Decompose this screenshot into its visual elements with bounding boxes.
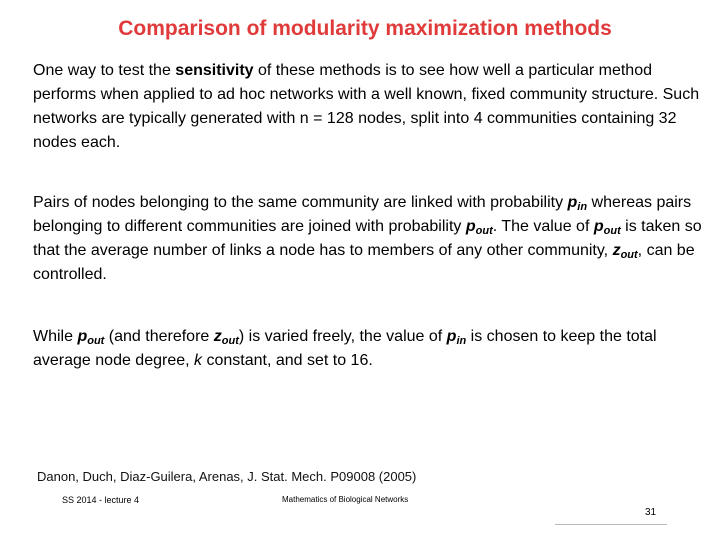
p2-text-e: , can be controlled. (33, 242, 695, 283)
p3-text-d: is chosen to keep the total average node degree, (33, 328, 657, 369)
p3-p-out-symbol: $p_{out}$ (77, 328, 105, 347)
p2-p-out-symbol-2: $p_{out}$ (593, 218, 621, 237)
p3-p-in-symbol: $p_{in}$ (446, 328, 467, 347)
p1-bold-sensitivity: sensitivity (175, 62, 254, 79)
slide-title: Comparison of modularity maximization methods (118, 17, 612, 40)
p2-z-out-symbol: $z_{out}$ (612, 242, 638, 261)
reference-citation: Danon, Duch, Diaz-Guilera, Arenas, J. Stat. Mech. P09008 (2005) (37, 469, 417, 484)
p2-text-b: whereas pairs belonging to different communities are joined with probability (33, 194, 692, 235)
p2-text-d: is taken so that the average number of links a node has to members of any other community, (33, 218, 702, 259)
page-number: 31 (645, 507, 657, 518)
paragraph-degree (33, 325, 703, 373)
p3-text-c: ) is varied freely, the value of (238, 328, 447, 345)
p3-z-out-symbol: $z_{out}$ (213, 328, 239, 347)
p3-text-a: While (33, 328, 78, 345)
footer-course-title: Mathematics of Biological Networks (282, 495, 409, 504)
p3-text-b: (and therefore (104, 328, 214, 345)
p2-text-c: . The value of (492, 218, 594, 235)
paragraph-probabilities (33, 191, 703, 287)
paragraph-sensitivity (33, 59, 703, 155)
p1-text-c: of these methods is to see how well a particular method performs when applied to ad hoc networks with a well known, fixed community structure. Such networks are typically generated with n = 128 nodes, split into 4 communities containing 32 nodes each. (33, 62, 700, 151)
p3-k-symbol: k (194, 352, 203, 369)
p1-text-a: One way to test the (33, 62, 176, 79)
footer-divider (555, 524, 667, 525)
p2-p-out-symbol: $p_{out}$ (465, 218, 493, 237)
p3-text-e: constant, and set to 16. (202, 352, 373, 369)
p2-text-a: Pairs of nodes belonging to the same community are linked with probability (33, 194, 568, 211)
p2-p-in-symbol: $p_{in}$ (567, 194, 588, 213)
footer-lecture: SS 2014 - lecture 4 (62, 495, 140, 505)
